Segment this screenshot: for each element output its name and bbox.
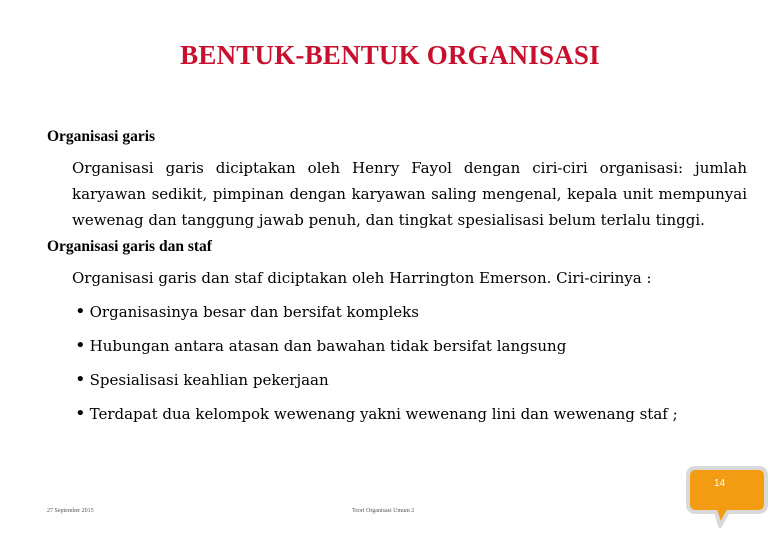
bullet-icon: •	[75, 403, 86, 424]
list-item-text: Organisasinya besar dan bersifat kompleks	[89, 303, 419, 321]
bullet-icon: •	[75, 335, 86, 356]
footer-date: 27 September 2015	[47, 508, 94, 514]
speech-bubble-shape	[688, 468, 766, 526]
list-item	[75, 295, 747, 329]
bullet-icon: •	[75, 301, 86, 322]
slide-content	[47, 125, 747, 431]
list-item-text: Hubungan antara atasan dan bawahan tidak bersifat langsung	[89, 337, 567, 355]
footer-course: Teori Organisasi Umum 2	[352, 508, 415, 514]
bullet-icon: •	[75, 369, 86, 390]
list-item-text: Terdapat dua kelompok wewenang yakni wewenang lini dan wewenang staf ;	[89, 405, 678, 423]
section-heading-garis-staf: Organisasi garis dan staf	[47, 238, 212, 255]
section-body-garis: Organisasi garis diciptakan oleh Henry Fayol dengan ciri-ciri organisasi: jumlah karyawan sedikit, pimpinan dengan karyawan saling mengenal, kepala unit mempunyai wewenag dan tanggung jawab penuh, dan tingkat spesialisasi belum terlalu tinggi.	[72, 159, 747, 229]
speech-bubble-icon	[676, 464, 770, 530]
slide-title: BENTUK-BENTUK ORGANISASI	[180, 40, 600, 70]
bullet-list	[75, 295, 747, 431]
list-item	[75, 329, 747, 363]
list-item-text: Spesialisasi keahlian pekerjaan	[89, 371, 329, 389]
section-intro-garis-staf: Organisasi garis dan staf diciptakan oleh Harrington Emerson. Ciri-cirinya :	[72, 269, 652, 287]
section-heading-garis: Organisasi garis	[47, 128, 156, 145]
list-item	[75, 363, 747, 397]
list-item	[75, 397, 747, 431]
page-number: 14	[714, 478, 726, 489]
